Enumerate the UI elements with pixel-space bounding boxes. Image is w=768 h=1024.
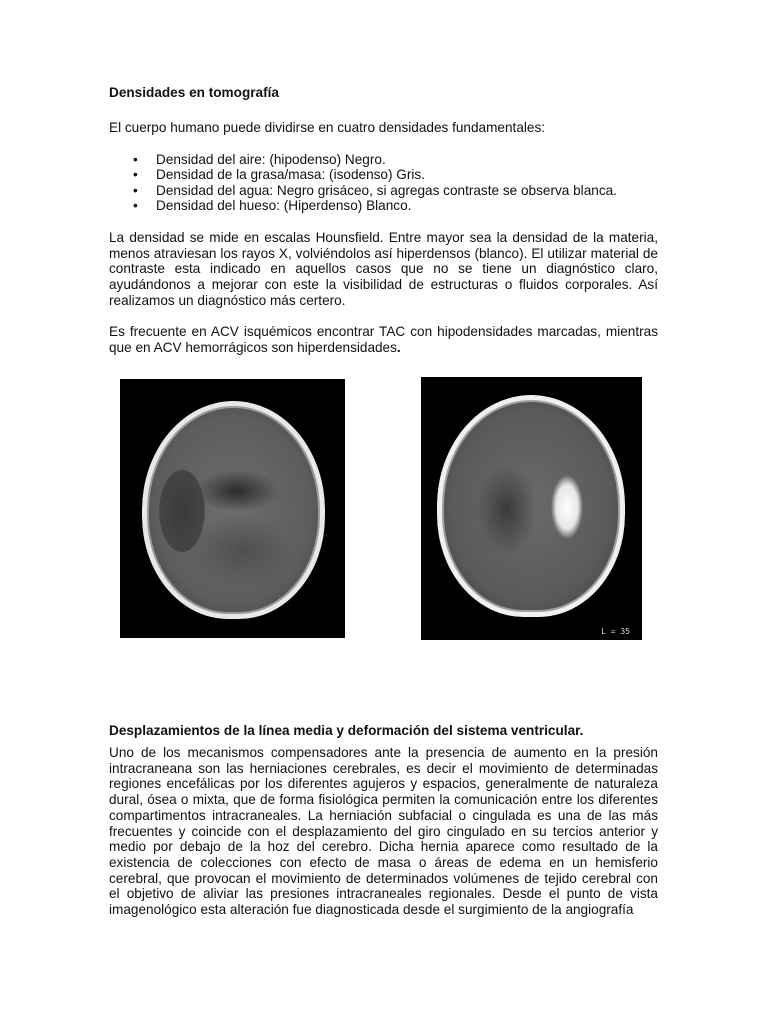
list-item: • Densidad del agua: Negro grisáceo, si agregas contraste se observa blanca.: [133, 182, 617, 198]
density-list: [109, 152, 617, 213]
bold-period: .: [396, 339, 401, 355]
scan-window-label: L = 35: [601, 627, 630, 636]
section-title-densidades: Densidades en tomografía: [109, 85, 279, 100]
ct-scan-hemorrhagic-image: [421, 377, 642, 640]
bullet-icon: •: [133, 167, 138, 183]
acv-paragraph: Es frecuente en ACV isquémicos encontrar TAC con hipodensidades marcadas, mientras que en ACV hemorrágicos son hiperdensidades.: [109, 324, 658, 355]
bullet-icon: •: [133, 152, 138, 167]
intro-paragraph: El cuerpo humano puede dividirse en cuatro densidades fundamentales:: [109, 120, 546, 135]
list-item: • Densidad del hueso: (Hiperdenso) Blanco.: [133, 197, 412, 213]
skull-outline: [142, 401, 325, 619]
bullet-icon: •: [133, 197, 138, 213]
section-title-desplazamientos: Desplazamientos de la línea media y deformación del sistema ventricular.: [109, 723, 584, 738]
list-item: • Densidad del aire: (hipodenso) Negro.: [133, 152, 386, 167]
skull-outline: [437, 395, 625, 617]
bullet-icon: •: [133, 182, 138, 198]
list-item: • Densidad de la grasa/masa: (isodenso) Gris.: [133, 167, 425, 183]
hounsfield-paragraph: La densidad se mide en escalas Hounsfield. Entre mayor sea la densidad de la materia, menos atraviesan los rayos X, volviéndolos así hiperdensos (blanco). El utilizar material de contraste esta indicado en aquellos casos que no se tiene un diagnóstico claro, ayudándonos a mejorar con este la visibilidad de estructuras o fluidos corporales. Así realizamos un diagnóstico más certero.: [109, 230, 658, 308]
ct-scan-ischemic-image: [120, 379, 345, 638]
herniation-paragraph: Uno de los mecanismos compensadores ante la presencia de aumento en la presión intracraneana son las herniaciones cerebrales, es decir el movimiento de determinadas regiones encefálicas por los diferentes agujeros y espacios, generalmente de naturaleza dural, ósea o mixta, que de forma fisiológica permiten la comunicación entre los diferentes compartimentos intracraneales. La herniación subfacial o cingulada es una de las más frecuentes y coincide con el desplazamiento del giro cingulado en su tercios anterior y medio por debajo de la hoz del cerebro. Dicha hernia aparece como resultado de la existencia de colecciones con efecto de masa o áreas de edema en un hemisferio cerebral, que provocan el movimiento de determinados volúmenes de tejido cerebral con el objetivo de aliviar las presiones intracraneales regionales. Desde el punto de vista imagenológico esta alteración fue diagnosticada desde el surgimiento de la angiografía: [109, 745, 658, 918]
